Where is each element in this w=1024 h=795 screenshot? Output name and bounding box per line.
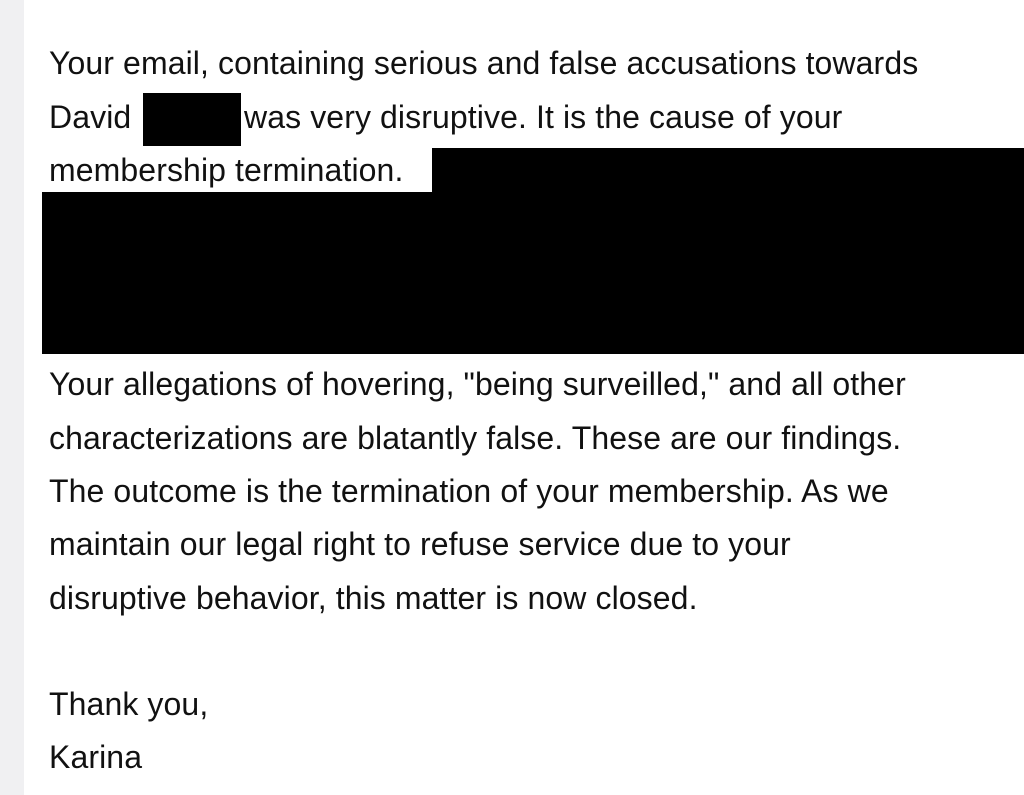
signature-name: Karina (49, 739, 143, 775)
redacted-surname-block (143, 93, 241, 146)
email-line-8: disruptive behavior, this matter is now closed. (49, 580, 698, 616)
email-line-5: characterizations are blatantly false. These are our findings. (49, 420, 902, 456)
email-line-2-end: was very disruptive. It is the cause of your (244, 99, 843, 135)
email-line-4: Your allegations of hovering, "being surveilled," and all other (49, 366, 906, 402)
email-line-7: maintain our legal right to refuse service due to your (49, 526, 791, 562)
email-line-3: membership termination. (49, 152, 404, 188)
email-line-2-start: David (49, 99, 132, 135)
email-line-1: Your email, containing serious and false accusations towards (49, 45, 919, 81)
closing-thanks: Thank you, (49, 686, 209, 722)
redacted-block-top (432, 148, 1024, 194)
redacted-paragraph-block (42, 192, 1024, 354)
email-line-6: The outcome is the termination of your membership. As we (49, 473, 889, 509)
